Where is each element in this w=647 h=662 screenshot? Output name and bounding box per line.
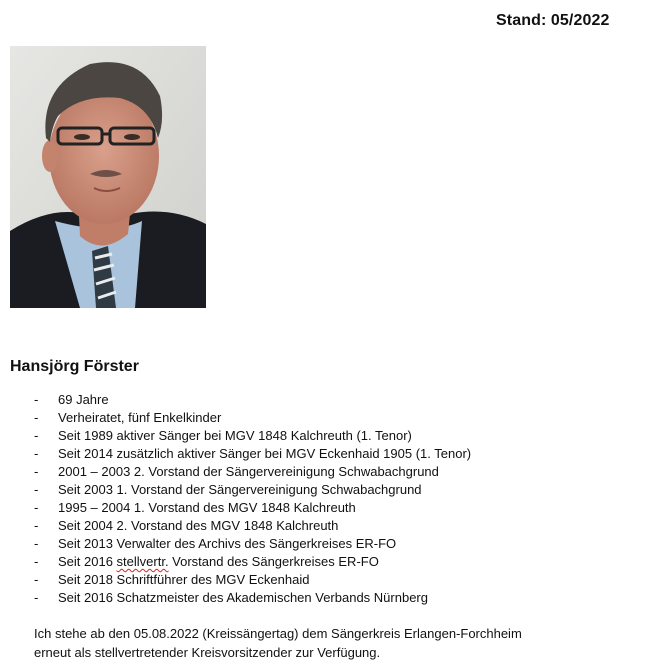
bio-item [30,391,471,409]
bio-item [30,499,471,517]
bullet-dash: - [34,428,39,443]
bio-item-text: Seit 2003 1. Vorstand der Sängervereinigung Schwabachgrund [58,482,422,497]
bullet-dash: - [34,572,39,587]
bullet-dash: - [34,446,39,461]
bio-item [30,445,471,463]
bio-item [30,553,471,571]
bullet-dash: - [34,554,39,569]
bio-item [30,481,471,499]
bio-item-text: Seit 2014 zusätzlich aktiver Sänger bei MGV Eckenhaid 1905 (1. Tenor) [58,446,472,461]
bio-item-text: 69 Jahre [58,392,109,407]
bullet-dash: - [34,464,39,479]
bio-item-text: Seit 2004 2. Vorstand des MGV 1848 Kalchreuth [58,518,339,533]
bio-item-text: Seit 1989 aktiver Sänger bei MGV 1848 Kalchreuth (1. Tenor) [58,428,412,443]
bio-item-text: Seit 2016 [58,554,117,569]
bio-item-text: Seit 2016 Schatzmeister des Akademischen Verbands Nürnberg [58,590,428,605]
bio-item [30,463,471,481]
bullet-dash: - [34,392,39,407]
bio-item [30,427,471,445]
closing-line-2: erneut als stellvertretender Kreisvorsitzender zur Verfügung. [34,645,381,660]
bullet-dash: - [34,536,39,551]
bio-item-text: Seit 2013 Verwalter des Archivs des Sängerkreises ER-FO [58,536,397,551]
bio-item-text: 2001 – 2003 2. Vorstand der Sängervereinigung Schwabachgrund [58,464,439,479]
bio-item [30,409,471,427]
closing-line-1: Ich stehe ab den 05.08.2022 (Kreissängertag) dem Sängerkreis Erlangen-Forchheim [34,626,522,641]
bullet-dash: - [34,500,39,515]
bullet-dash: - [34,410,39,425]
bio-item-text-cont: Vorstand des Sängerkreises ER-FO [168,554,379,569]
bullet-dash: - [34,590,39,605]
bio-item [30,517,471,535]
bullet-dash: - [34,482,39,497]
bio-item [30,535,471,553]
portrait-photo [10,46,206,308]
bio-item-text: Verheiratet, fünf Enkelkinder [58,410,222,425]
bio-item [30,589,471,607]
bio-item-text: Seit 2018 Schriftführer des MGV Eckenhaid [58,572,310,587]
bio-list [30,391,471,607]
spellcheck-marked-word: stellvertr. [116,554,169,569]
bullet-dash: - [34,518,39,533]
person-name: Hansjörg Förster [10,358,139,375]
closing-statement [34,624,634,662]
document-date: Stand: 05/2022 [496,12,610,29]
bio-item-text: 1995 – 2004 1. Vorstand des MGV 1848 Kalchreuth [58,500,356,515]
bio-item [30,571,471,589]
